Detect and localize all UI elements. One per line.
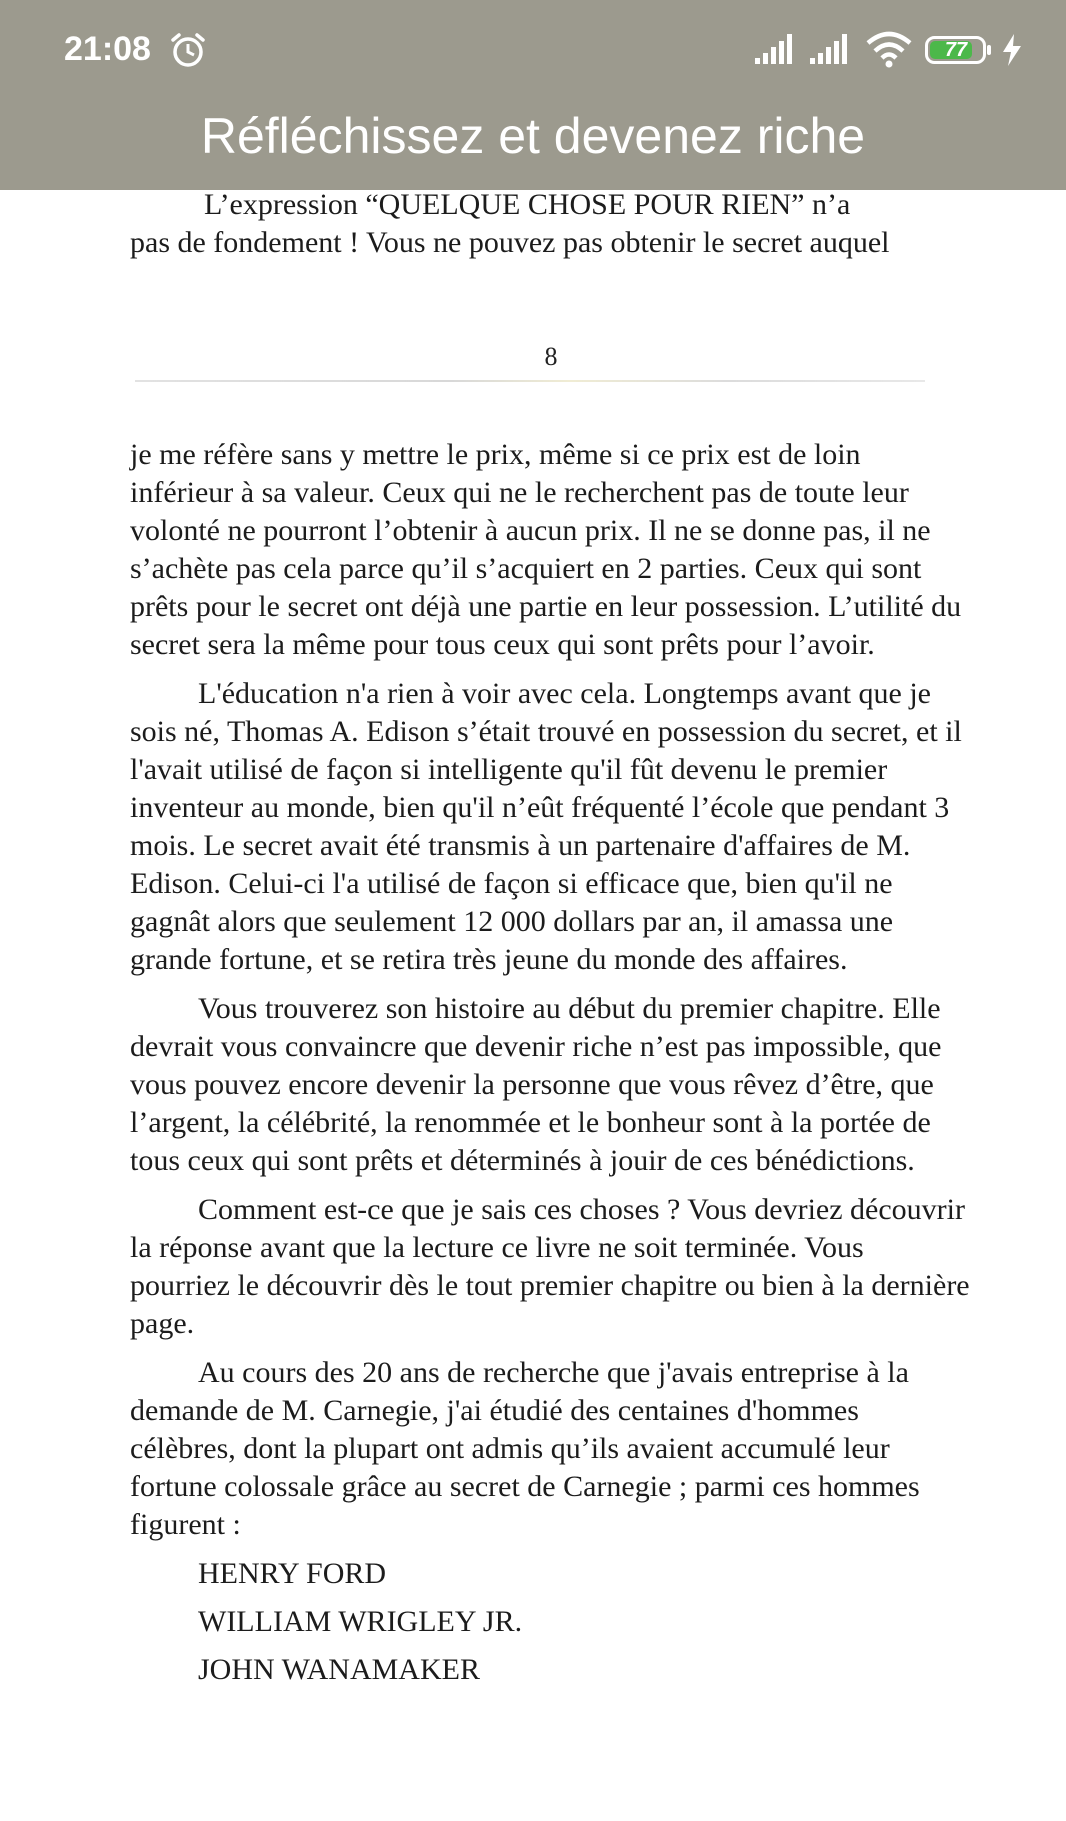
status-bar bbox=[0, 0, 1066, 100]
page-title: Réfléchissez et devenez riche bbox=[200, 108, 866, 164]
name-list-item: JOHN WANAMAKER bbox=[198, 1653, 480, 1686]
page-number: 8 bbox=[544, 342, 558, 371]
status-time: 21:08 bbox=[64, 30, 151, 68]
app-header bbox=[0, 0, 1066, 190]
page-content bbox=[130, 436, 970, 1699]
wifi-icon bbox=[865, 30, 913, 68]
paragraph: Vous trouverez son histoire au début du premier chapitre. Elle devrait vous convaincre que devenir riche n’est pas impossible, que vous pouvez encore devenir la personne que vous rêvez d’être, que l’argent, la célébrité, la renommée et le bonheur sont à la portée de tous ceux qui sont prêts et déterminés à jouir de ces bénédictions. bbox=[130, 992, 942, 1177]
paragraph: Comment est-ce que je sais ces choses ? Vous devriez découvrir la réponse avant que la lecture ce livre ne soit terminée. Vous pourriez le découvrir dès le tout premier chapitre ou bien à la dernière page. bbox=[130, 1193, 970, 1340]
text-line: pas de fondement ! Vous ne pouvez pas obtenir le secret auquel bbox=[130, 226, 890, 259]
battery-level: 77 bbox=[944, 39, 968, 61]
name-list-item: HENRY FORD bbox=[198, 1557, 387, 1590]
paragraph: Au cours des 20 ans de recherche que j'avais entreprise à la demande de M. Carnegie, j'ai étudié des centaines d'hommes célèbres, dont la plupart ont admis qu’ils avaient accumulé leur fortune colossale grâce au secret de Carnegie ; parmi ces hommes figurent : bbox=[130, 1356, 920, 1541]
signal-icon bbox=[755, 34, 799, 64]
previous-page-text bbox=[130, 186, 970, 262]
paragraph: L'éducation n'a rien à voir avec cela. Longtemps avant que je sois né, Thomas A. Edison s’était trouvé en possession du secret, et il l'avait utilisé de façon si intelligente qu'il fût devenu le premier inventeur au monde, bien qu'il n’eût fréquenté l’école que pendant 3 mois. Le secret avait été transmis à un partenaire d'affaires de M. Edison. Celui-ci l'a utilisé de façon si efficace que, bien qu'il ne gagnât alors que seulement 12 000 dollars par an, il amassa une grande fortune, et se retira très jeune du monde des affaires. bbox=[130, 677, 962, 976]
page-divider bbox=[135, 380, 925, 382]
name-list-item: WILLIAM WRIGLEY JR. bbox=[198, 1605, 523, 1638]
charging-icon bbox=[1000, 34, 1024, 66]
alarm-icon bbox=[168, 30, 208, 70]
paragraph: je me réfère sans y mettre le prix, même si ce prix est de loin inférieur à sa valeur. Ceux qui ne le recherchent pas de toute leur volonté ne pourront l’obtenir à aucun prix. Il ne se donne pas, il ne s’achète pas cela parce qu’il s’acquiert en 2 parties. Ceux qui sont prêts pour le secret ont déjà une partie en leur possession. L’utilité du secret sera la même pour tous ceux qui sont prêts pour l’avoir. bbox=[130, 438, 962, 661]
text-line: L’expression “QUELQUE CHOSE POUR RIEN” n’a bbox=[204, 188, 851, 221]
signal-icon bbox=[810, 34, 854, 64]
